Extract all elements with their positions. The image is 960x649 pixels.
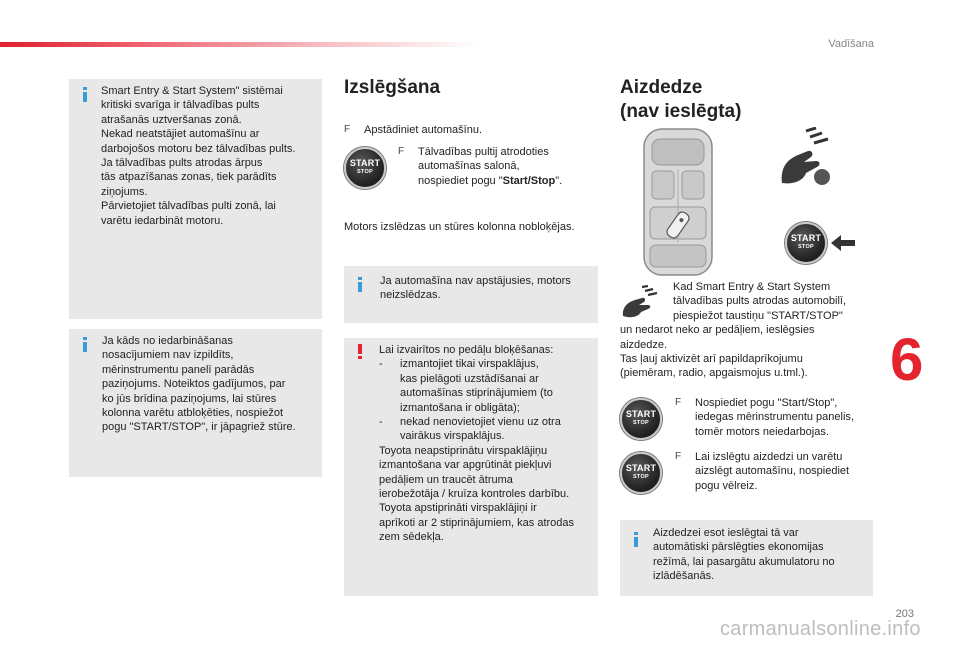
list-item (344, 123, 594, 137)
info-note-text: Ja automašīna nav apstājusies, motors neizslēdzas. (380, 275, 571, 302)
button-label-start: START (790, 233, 822, 243)
info-note-text: Smart Entry & Start System" sistēmai kritiski svarīga ir tālvadības pults atrašanās uztveršanas zonā. Nekad neatstājiet automašīnu ar darbojošos motoru bez tālvadības pults. Ja tālvadības pults atrodas ārpus tās atpazīšanas zonas, tiek parādīts ziņojums. Pārvietojiet tālvadības pulti zonā, lai varētu iedarbināt motoru. (101, 85, 296, 227)
warning-item-text: izmantojiet tikai virspaklājus, kas pielāgoti uzstādīšanai ar automašīnas stiprinājumiem (to izmantošana ir obligāta); (400, 358, 553, 414)
list-item-text: Apstādiniet automašīnu. (364, 124, 483, 136)
heading-line: (nav ieslēgta) (620, 101, 742, 122)
info-note-text: Aizdedzei esot ieslēgtai tā var automātiski pārslēgties ekonomijas režīmā, lai pasargātu akumulatoru no izlādēšanās. (653, 527, 835, 583)
header-accent-bar (0, 42, 480, 47)
info-note-smart-entry (69, 79, 322, 319)
start-stop-button-icon (620, 452, 662, 494)
button-label-start: START (625, 409, 657, 419)
paragraph-rest: un nedarot neko ar pedāļiem, ieslēgsies aizdedze. Tas ļauj aktivizēt arī papildaprīkojumu (piemēram, radio, apgaismojus u.tml.). (620, 324, 815, 380)
paragraph-ignition (620, 280, 882, 381)
warning-list-item (379, 415, 597, 444)
bullet-icon: F (675, 397, 682, 408)
paragraph-indented-part: Kad Smart Entry & Start System tālvadības pults atrodas automobilī, piespiežot taustiņu "START/STOP" (673, 281, 847, 322)
list-item (398, 145, 598, 188)
bullet-icon: F (344, 124, 351, 135)
button-label-start: START (349, 158, 381, 168)
list-item (675, 450, 885, 493)
dash-marker: - (379, 416, 383, 429)
page-number: 203 (895, 608, 914, 620)
button-label-stop: STOP (632, 420, 650, 426)
warning-note-pedals (344, 338, 598, 596)
heading-line: Aizdedze (620, 77, 703, 98)
section-heading-izslegsana: Izslēgšana (344, 77, 441, 98)
info-note-not-stopped (344, 266, 598, 323)
list-item-text: Lai izslēgtu aizdedzi un varētu aizslēgt automašīnu, nospiediet pogu vēlreiz. (695, 451, 850, 492)
paragraph-motor-off: Motors izslēdzas un stūres kolonna nobloķējas. (344, 221, 575, 233)
info-icon (81, 87, 89, 102)
text-part: Tālvadības pultij atrodoties automašīnas salonā, nospiediet pogu " (418, 146, 549, 187)
car-topview-icon (640, 127, 716, 277)
section-heading-aizdedze (620, 76, 741, 124)
start-stop-button-icon (620, 398, 662, 440)
info-note-economy-mode (620, 520, 873, 596)
text-bold-start-stop: Start/Stop (502, 174, 556, 187)
text-part: ". (555, 174, 563, 187)
button-label-stop: STOP (356, 169, 374, 175)
dash-marker: - (379, 358, 383, 371)
info-icon (81, 337, 89, 352)
info-icon (632, 532, 640, 547)
start-stop-button-icon (785, 222, 827, 264)
warning-item-text: nekad nenovietojiet vienu uz otra vairākus virspaklājus. (400, 416, 561, 443)
info-note-text: Ja kāds no iedarbināšanas nosacījumiem nav izpildīts, mērinstrumentu panelī parādās paziņojums. Noteiktos gadījumos, par ko jūs brīdina paziņojums, lai stūres kolonna varētu atbloķēties, nospiežot pogu "START/STOP", ir jāpagriež stūre. (102, 335, 296, 434)
hand-press-icon (776, 127, 834, 189)
warning-icon (356, 344, 364, 359)
section-title: Vadīšana (828, 38, 874, 50)
button-label-stop: STOP (632, 474, 650, 480)
info-icon (356, 277, 364, 292)
warning-intro: Lai izvairītos no pedāļu bloķēšanas: (379, 344, 554, 356)
info-note-start-conditions (69, 329, 322, 477)
arrow-left-icon (829, 232, 857, 254)
list-item-text: Nospiediet pogu "Start/Stop", iedegas mērinstrumentu panelis, tomēr motors neiedarbojas. (695, 397, 854, 438)
bullet-icon: F (398, 146, 405, 157)
button-label-stop: STOP (797, 244, 815, 250)
start-stop-button-icon (344, 147, 386, 189)
bullet-icon: F (675, 451, 682, 462)
warning-outro: Toyota neapstiprinātu virspaklājiņu izmantošana var apgrūtināt piekļuvi pedāļiem un traucēt ātruma ierobežotāja / kruīza kontroles darbību. Toyota apstiprināti virspaklājiņi ir aprīkoti ar 2 stiprinājumiem, kas atrodas zem sēdekļa. (379, 444, 575, 544)
warning-list-item (379, 357, 597, 415)
list-item-text (418, 145, 562, 188)
chapter-number: 6 (890, 326, 924, 393)
list-item (675, 396, 885, 439)
watermark: carmanualsonline.info (720, 618, 921, 640)
button-label-start: START (625, 463, 657, 473)
